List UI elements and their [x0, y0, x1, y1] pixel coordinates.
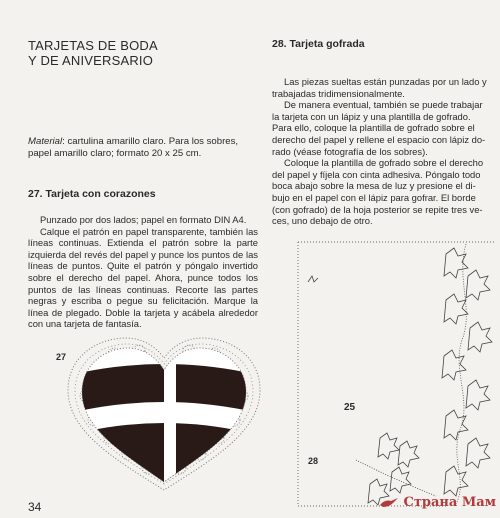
section-28-p3-line3: boca abajo sobre la mesa de luz y presione el di- [272, 180, 476, 192]
section-28-paragraph-3 [272, 157, 494, 227]
stork-logo-icon [379, 497, 399, 509]
material-text: : cartulina amarillo claro. Para los sobres, papel amarillo claro; formato 20 x 25 cm. [28, 136, 239, 160]
left-column [28, 38, 260, 68]
watermark-text: Страна Мам [403, 495, 496, 510]
section-28-p2-line5: rado (véase fotografía de los sobres). [272, 145, 428, 157]
section-28-p3-line6: ces, uno debajo de otro. [272, 215, 373, 227]
section-28-paragraph-2 [272, 99, 494, 157]
chapter-title-line1: TARJETAS DE BODA [28, 38, 158, 53]
section-28-p3-line2: del papel y fíjela con cinta adhesiva. Póngalo todo [272, 168, 481, 180]
section-28-p1-line1: Las piezas sueltas están punzadas por un lado y [284, 76, 487, 87]
section-27-heading: 27. Tarjeta con corazones [28, 188, 156, 200]
page-number: 34 [28, 500, 42, 514]
heart-pattern-figure [64, 334, 264, 494]
section-27-paragraph-1: Punzado por dos lados; papel en formato DIN A4. [40, 214, 247, 225]
material-label: Material [28, 136, 63, 147]
watermark [379, 495, 496, 510]
section-27 [28, 188, 258, 330]
chapter-title-line2: Y DE ANIVERSARIO [28, 53, 154, 68]
section-28-p3-line1: Coloque la plantilla de gofrado sobre el derecho [284, 157, 484, 169]
ivy-border-pattern-figure [296, 240, 500, 508]
figure-25-label: 25 [344, 402, 356, 413]
material-paragraph [28, 136, 256, 160]
figure-28-label: 28 [308, 456, 319, 466]
section-28-p3-line4: bujo en el papel con el lápiz para gofrar. El borde [272, 191, 476, 203]
section-28-p2-line2: la tarjeta con un lápiz y una plantilla de gofrado. [272, 110, 471, 122]
section-28-heading: 28. Tarjeta gofrada [272, 38, 365, 50]
section-28-p2-line3: Para ello, coloque la plantilla de gofrado sobre el [272, 122, 475, 134]
section-28-p2-line1: De manera eventual, también se puede trabajar [284, 99, 483, 111]
section-28-paragraph-1 [272, 76, 494, 99]
chapter-title [28, 38, 260, 68]
section-27-paragraph-2: Calque el patrón en papel transparente, también las líneas continuas. Extienda el patrón sobre la parte izquierda del revés del papel y punce los puntos de las líneas de puntos. Quite el patrón y póngalo invertido sobre el derecho del papel. Ahora, punce todos los puntos de las líneas continuas. Recorte las partes negras y escriba o pegue su felicitación. Marque la línea de plegado. Doble la tarjeta y acábela alrededor con una tarjeta de fantasía. [28, 225, 258, 330]
figure-27-label: 27 [56, 352, 67, 362]
section-28-p3-line5: (con gofrado) de la hoja posterior se repite tres ve- [272, 203, 483, 215]
section-28 [272, 38, 494, 227]
section-28-p1-line2: trabajadas tridimensionalmente. [272, 87, 405, 99]
section-28-p2-line4: derecho del papel y rellene el espacio con lápiz do- [272, 133, 486, 145]
